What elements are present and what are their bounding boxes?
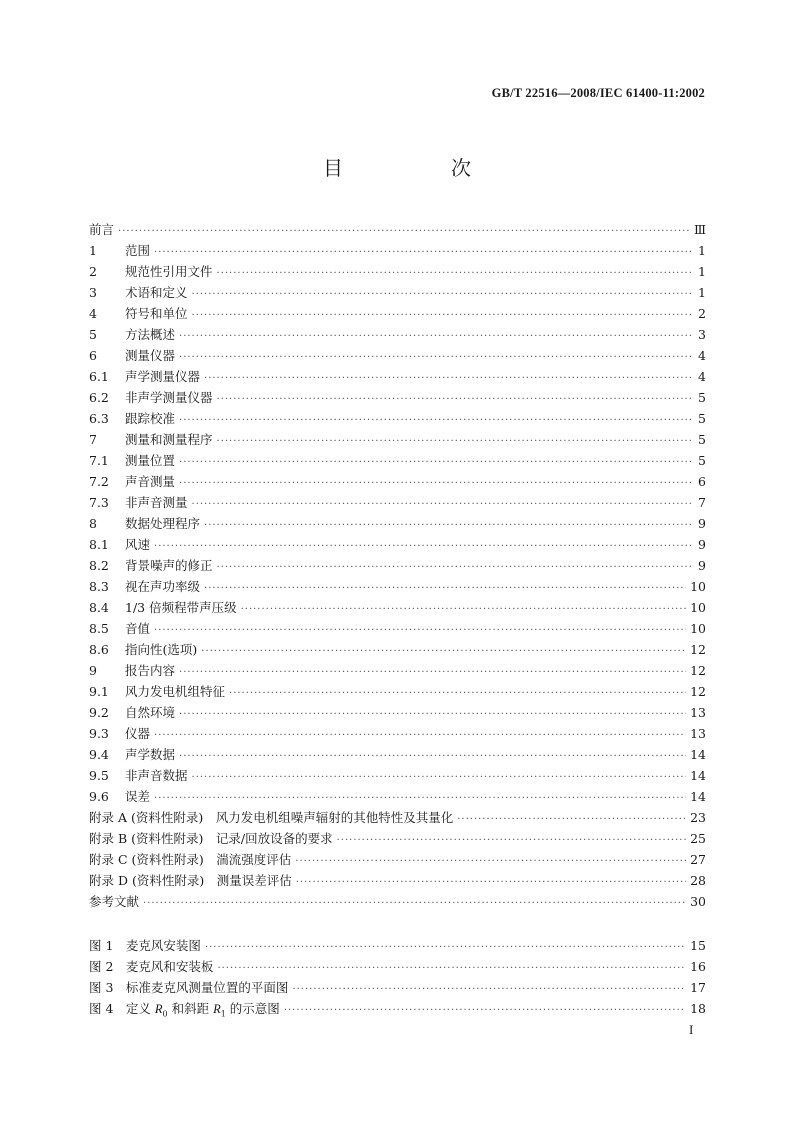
page-number: I [689,1022,694,1037]
dot-leader [217,958,686,979]
toc-entry-label: 1/3 倍频程带声压级 [125,600,237,615]
dot-leader [179,452,694,473]
toc-entry-page: 15 [690,938,706,953]
toc-entry-number: 8.6 [89,642,109,657]
toc-entry[interactable] [89,513,706,534]
toc-entry-page: 10 [690,600,706,615]
dot-leader [192,305,695,326]
dot-leader [192,284,695,305]
toc-entry[interactable] [89,219,706,240]
toc-entry[interactable] [89,807,706,828]
toc-entry-label: 测量和测量程序 [125,432,213,447]
toc-entry-number: 9.1 [89,684,109,699]
toc-entry-label: 范围 [125,243,151,258]
toc-entry-label: 附录 C (资料性附录) 湍流强度评估 [89,852,292,867]
toc-entry-page: 14 [690,768,706,783]
toc-entry-page: 1 [698,243,706,258]
dot-leader [179,746,686,767]
toc-entry-page: 18 [690,1001,706,1016]
dot-leader [229,683,686,704]
toc-entry[interactable] [89,387,706,408]
toc-entry-number: 8.3 [89,579,109,594]
toc-entry-label: 规范性引用文件 [125,264,213,279]
toc-entry-number: 7.2 [89,474,109,489]
toc-entry-label: 声音测量 [125,474,176,489]
toc-entry-label: 术语和定义 [125,285,188,300]
toc-entry-page: 14 [690,789,706,804]
toc-entry[interactable] [89,408,706,429]
toc-entry[interactable] [89,555,706,576]
label-part: 1 [220,1009,226,1019]
toc-entry-label: 误差 [125,789,151,804]
toc-entry[interactable] [89,240,706,261]
toc-entry-number: 8.5 [89,621,109,636]
dot-leader [204,578,686,599]
toc-entry-number: 7.3 [89,495,109,510]
toc-entry-label: 声学测量仪器 [125,369,201,384]
dot-leader [179,326,694,347]
dot-leader [217,431,695,452]
toc-entry-number: 8.2 [89,558,109,573]
dot-leader [118,221,690,242]
toc-entry-number: 1 [89,243,97,258]
toc-entry[interactable] [89,492,706,513]
toc-entry-page: 9 [698,537,706,552]
toc-entry-number: 9.5 [89,768,109,783]
toc-entry[interactable] [89,534,706,555]
toc-entry-page: 13 [690,705,706,720]
dot-leader [179,662,686,683]
toc-entry-label: 测量位置 [125,453,176,468]
toc-entry[interactable] [89,597,706,618]
label-part: 和斜距 [167,1001,214,1016]
standard-number: GB/T 22516—2008/IEC 61400-11:2002 [491,86,705,100]
toc-entry[interactable] [89,303,706,324]
dot-leader [154,242,694,263]
toc-entry-page: 4 [698,369,706,384]
toc-entry-number: 9.6 [89,789,109,804]
toc-entry[interactable] [89,849,706,870]
toc-entry-number: 8 [89,516,97,531]
toc-entry[interactable] [89,977,706,998]
toc-entry-label: 参考文献 [89,894,140,909]
toc-entry-page: 9 [698,516,706,531]
dot-leader [154,620,686,641]
toc-entry-label: 非声音测量 [125,495,188,510]
dot-leader [154,788,686,809]
toc-entry-label: 背景噪声的修正 [125,558,213,573]
toc-entry-number: 9 [89,663,97,678]
dot-leader [217,557,695,578]
toc-entry-page: 23 [690,810,706,825]
toc-entry-page: 25 [690,831,706,846]
label-part: R [213,1002,221,1016]
toc-entry-page: 12 [690,684,706,699]
toc-entry-number: 8.1 [89,537,109,552]
dot-leader [204,368,694,389]
dot-leader [201,641,686,662]
toc-entry-page: 12 [690,663,706,678]
toc-entry[interactable] [89,261,706,282]
toc-entry-page: 4 [698,348,706,363]
toc-entry-page: 3 [698,327,706,342]
toc-entry-label: 图 2 麦克风和安装板 [89,959,214,974]
toc-entry-label [89,998,280,1025]
dot-leader [179,473,694,494]
toc-entry-number: 9.4 [89,747,109,762]
toc-entry-page: 5 [698,432,706,447]
toc-entry[interactable] [89,366,706,387]
toc-entry-number: 6.1 [89,369,109,384]
dot-leader [192,767,687,788]
toc-entry-label: 跟踪校准 [125,411,176,426]
toc-entry-number: 4 [89,306,97,321]
toc-entry[interactable] [89,891,706,912]
toc-entry[interactable] [89,956,706,977]
dot-leader [192,494,695,515]
toc-entry-page: 30 [690,894,706,909]
dot-leader [241,599,687,620]
toc-entry-number: 9.2 [89,705,109,720]
toc-entry-label: 附录 D (资料性附录) 测量误差评估 [89,873,292,888]
toc-entry-label: 数据处理程序 [125,516,201,531]
toc-entry-label: 附录 A (资料性附录) 风力发电机组噪声辐射的其他特性及其量化 [89,810,454,825]
dot-leader [217,263,695,284]
toc-entry-page: 6 [698,474,706,489]
toc-entry-label: 仪器 [125,726,151,741]
dot-leader [296,872,686,893]
toc-entry-label: 图 1 麦克风安装图 [89,938,201,953]
toc-entry[interactable] [89,429,706,450]
toc-entry-page: 7 [698,495,706,510]
toc-entry-label: 非声学测量仪器 [125,390,213,405]
figure-list [89,935,706,1019]
toc-entry[interactable] [89,618,706,639]
toc-entry[interactable] [89,282,706,303]
toc-entry[interactable] [89,870,706,891]
toc-entry-label: 符号和单位 [125,306,188,321]
label-part: 图 4 定义 [89,1001,155,1016]
toc-entry-label: 非声音数据 [125,768,188,783]
dot-leader [337,830,686,851]
toc-entry[interactable] [89,998,706,1019]
toc-entry-label: 风速 [125,537,151,552]
toc-entry-page: 13 [690,726,706,741]
dot-leader [284,1000,686,1021]
page-title: 目 次 [323,156,515,180]
toc-entry-page: Ⅲ [693,222,706,237]
toc-entry-label: 自然环境 [125,705,176,720]
toc-entry-label: 风力发电机组特征 [125,684,226,699]
toc-entry-number: 3 [89,285,97,300]
toc-entry-number: 7.1 [89,453,109,468]
toc-entry-number: 6 [89,348,97,363]
toc-entry-number: 7 [89,432,97,447]
toc-entry-label: 指向性(选项) [125,642,198,657]
toc-entry[interactable] [89,723,706,744]
toc-entry[interactable] [89,786,706,807]
toc-entry-page: 10 [690,579,706,594]
toc-entry[interactable] [89,828,706,849]
dot-leader [154,725,686,746]
toc-entry-page: 1 [698,264,706,279]
toc-entry-number: 5 [89,327,97,342]
toc-entry[interactable] [89,639,706,660]
dot-leader [217,389,695,410]
toc-entry[interactable] [89,450,706,471]
toc-entry-page: 17 [690,980,706,995]
dot-leader [204,515,694,536]
dot-leader [205,937,686,958]
toc-entry-page: 14 [690,747,706,762]
toc-entry-label: 附录 B (资料性附录) 记录/回放设备的要求 [89,831,333,846]
toc-entry[interactable] [89,576,706,597]
toc-entry-page: 1 [698,285,706,300]
toc-entry-number: 6.3 [89,411,109,426]
label-part: 0 [162,1009,168,1019]
toc-entry-label: 方法概述 [125,327,176,342]
toc-entry-page: 10 [690,621,706,636]
toc-entry-label: 视在声功率级 [125,579,201,594]
toc-entry-page: 27 [690,852,706,867]
toc-entry-number: 6.2 [89,390,109,405]
toc-entry-label: 测量仪器 [125,348,176,363]
toc-entry-page: 5 [698,411,706,426]
table-of-contents [89,219,706,912]
dot-leader [154,536,694,557]
toc-entry-number: 2 [89,264,97,279]
toc-entry-page: 28 [690,873,706,888]
toc-entry-label: 音值 [125,621,151,636]
toc-entry[interactable] [89,660,706,681]
dot-leader [179,410,694,431]
toc-entry[interactable] [89,345,706,366]
toc-entry[interactable] [89,935,706,956]
toc-entry-page: 16 [690,959,706,974]
toc-entry-page: 12 [690,642,706,657]
toc-entry-label: 报告内容 [125,663,176,678]
dot-leader [457,809,686,830]
toc-entry[interactable] [89,681,706,702]
dot-leader [179,347,694,368]
toc-entry-number: 9.3 [89,726,109,741]
toc-entry[interactable] [89,702,706,723]
toc-entry-page: 5 [698,453,706,468]
dot-leader [179,704,686,725]
toc-entry[interactable] [89,324,706,345]
toc-entry-page: 5 [698,390,706,405]
toc-entry-label: 图 3 标准麦克风测量位置的平面图 [89,980,289,995]
toc-entry[interactable] [89,765,706,786]
label-part: R [154,1002,163,1016]
toc-entry-page: 9 [698,558,706,573]
dot-leader [295,851,686,872]
dot-leader [292,979,686,1000]
toc-entry-label: 声学数据 [125,747,176,762]
toc-entry-page: 2 [698,306,706,321]
label-part: 的示意图 [225,1001,280,1016]
toc-entry[interactable] [89,471,706,492]
toc-entry-label: 前言 [89,222,115,237]
toc-entry[interactable] [89,744,706,765]
toc-entry-number: 8.4 [89,600,109,615]
dot-leader [143,893,686,914]
